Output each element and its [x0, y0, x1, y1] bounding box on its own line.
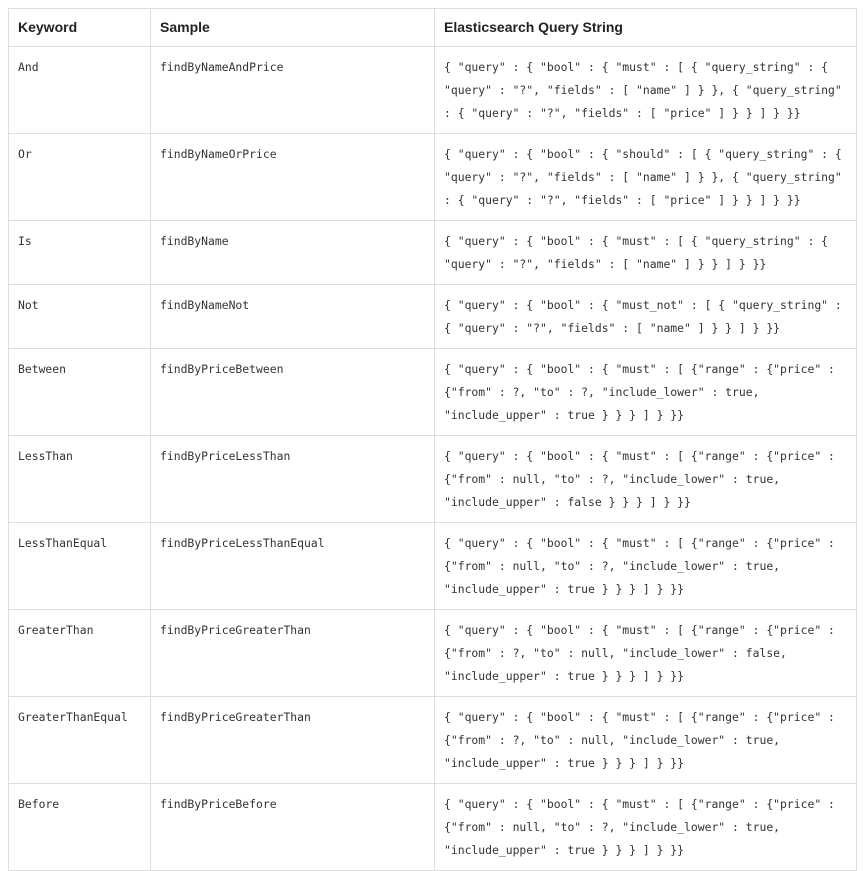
- table-row: [9, 47, 857, 134]
- sample-cell: findByPriceBefore: [151, 784, 435, 871]
- sample-cell: findByNameAndPrice: [151, 47, 435, 134]
- sample-cell: findByPriceGreaterThan: [151, 610, 435, 697]
- keyword-cell: GreaterThanEqual: [9, 697, 151, 784]
- keyword-cell: Is: [9, 221, 151, 285]
- table-row: [9, 134, 857, 221]
- table-row: [9, 349, 857, 436]
- query-cell: { "query" : { "bool" : { "must" : [ {"range" : {"price" : {"from" : ?, "to" : null, "include_lower" : true, "include_upper" : true } } } ] } }}: [435, 697, 857, 784]
- sample-cell: findByPriceBetween: [151, 349, 435, 436]
- sample-header: Sample: [151, 9, 435, 47]
- query-cell: { "query" : { "bool" : { "must" : [ {"range" : {"price" : {"from" : ?, "to" : ?, "include_lower" : true, "include_upper" : true } } } ] } }}: [435, 349, 857, 436]
- query-cell: { "query" : { "bool" : { "should" : [ { "query_string" : { "query" : "?", "fields" : [ "name" ] } }, { "query_string" : { "query" : "?", "fields" : [ "price" ] } } ] } }}: [435, 134, 857, 221]
- keyword-cell: And: [9, 47, 151, 134]
- keyword-cell: Or: [9, 134, 151, 221]
- table-row: [9, 697, 857, 784]
- keyword-header: Keyword: [9, 9, 151, 47]
- query-cell: { "query" : { "bool" : { "must" : [ { "query_string" : { "query" : "?", "fields" : [ "name" ] } }, { "query_string" : { "query" : "?", "fields" : [ "price" ] } } ] } }}: [435, 47, 857, 134]
- sample-cell: findByName: [151, 221, 435, 285]
- sample-cell: findByPriceLessThanEqual: [151, 523, 435, 610]
- keyword-cell: Between: [9, 349, 151, 436]
- keyword-cell: LessThan: [9, 436, 151, 523]
- query-cell: { "query" : { "bool" : { "must_not" : [ { "query_string" : { "query" : "?", "fields" : [ "name" ] } } ] } }}: [435, 285, 857, 349]
- query-cell: { "query" : { "bool" : { "must" : [ {"range" : {"price" : {"from" : null, "to" : ?, "include_lower" : true, "include_upper" : true } } } ] } }}: [435, 523, 857, 610]
- keyword-query-table: [8, 8, 857, 871]
- keyword-cell: Not: [9, 285, 151, 349]
- header-row: [9, 9, 857, 47]
- query-cell: { "query" : { "bool" : { "must" : [ { "query_string" : { "query" : "?", "fields" : [ "name" ] } } ] } }}: [435, 221, 857, 285]
- query-cell: { "query" : { "bool" : { "must" : [ {"range" : {"price" : {"from" : null, "to" : ?, "include_lower" : true, "include_upper" : true } } } ] } }}: [435, 784, 857, 871]
- table-row: [9, 285, 857, 349]
- keyword-cell: Before: [9, 784, 151, 871]
- sample-cell: findByPriceLessThan: [151, 436, 435, 523]
- table-row: [9, 221, 857, 285]
- table-row: [9, 784, 857, 871]
- keyword-cell: LessThanEqual: [9, 523, 151, 610]
- table-row: [9, 436, 857, 523]
- keyword-cell: GreaterThan: [9, 610, 151, 697]
- sample-cell: findByNameNot: [151, 285, 435, 349]
- query-header: Elasticsearch Query String: [435, 9, 857, 47]
- query-cell: { "query" : { "bool" : { "must" : [ {"range" : {"price" : {"from" : null, "to" : ?, "include_lower" : true, "include_upper" : false } } } ] } }}: [435, 436, 857, 523]
- query-cell: { "query" : { "bool" : { "must" : [ {"range" : {"price" : {"from" : ?, "to" : null, "include_lower" : false, "include_upper" : true } } } ] } }}: [435, 610, 857, 697]
- sample-cell: findByNameOrPrice: [151, 134, 435, 221]
- table-row: [9, 523, 857, 610]
- table-row: [9, 610, 857, 697]
- sample-cell: findByPriceGreaterThan: [151, 697, 435, 784]
